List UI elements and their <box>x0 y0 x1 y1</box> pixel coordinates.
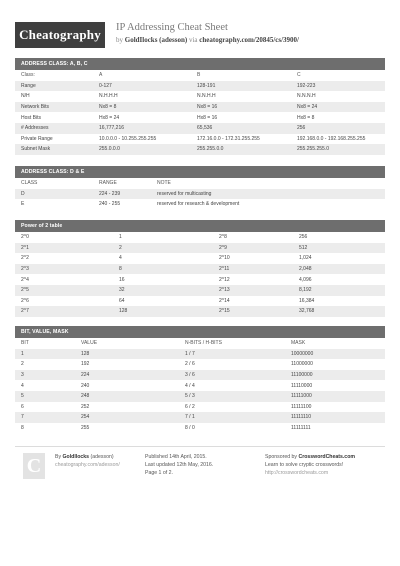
table-row <box>15 423 385 434</box>
table-cell: Nx8 = 8 <box>93 102 191 113</box>
page-header <box>0 0 400 52</box>
column-header: Class: <box>21 72 35 79</box>
table-cell: 5 <box>15 391 75 402</box>
table-cell: Hx8 = 8 <box>297 114 315 121</box>
table-cell: 512 <box>293 243 385 254</box>
table-cell: 4 <box>119 255 122 262</box>
table-cell: 2 / 6 <box>185 361 195 368</box>
data-table <box>15 232 385 317</box>
published-date: Published 14th April, 2015. <box>145 454 207 460</box>
table-cell: 255.255.255.0 <box>291 144 385 155</box>
column-header: A <box>99 72 103 79</box>
table-cell: 2^9 <box>213 243 293 254</box>
table-row <box>15 112 385 123</box>
table-cell: 224 - 239 <box>93 189 151 200</box>
table-cell: Hx8 = 24 <box>99 114 120 121</box>
table-header-row <box>15 70 385 81</box>
table-cell: 2^5 <box>15 285 113 296</box>
footer-author <box>55 453 120 469</box>
table-cell: 32 <box>113 285 213 296</box>
section-address-class-abc <box>15 58 385 155</box>
table-cell: 252 <box>81 403 90 410</box>
table-cell: E <box>21 201 25 208</box>
table-cell: 11111000 <box>285 391 385 402</box>
table-cell: 240 <box>81 382 90 389</box>
table-cell: 8 <box>113 264 213 275</box>
table-cell: 255 <box>81 425 90 432</box>
data-table <box>15 70 385 155</box>
table-cell: 11100000 <box>285 370 385 381</box>
sponsor-url[interactable]: http://crosswordcheats.com <box>265 470 329 476</box>
table-cell: 11000000 <box>291 361 313 368</box>
table-row <box>15 199 385 210</box>
table-cell: 8,192 <box>293 285 385 296</box>
table-cell: reserved for multicasting <box>151 189 385 200</box>
table-row <box>15 264 385 275</box>
footer-author-link[interactable]: GoldIlocks <box>62 454 90 460</box>
table-cell: 2^13 <box>213 285 293 296</box>
table-cell: 256 <box>299 234 308 241</box>
table-cell: 16 <box>119 276 125 283</box>
table-cell: 172.16.0.0 - 172.31.255.255 <box>197 135 260 142</box>
table-cell: 2^3 <box>15 264 113 275</box>
table-row <box>15 380 385 391</box>
column-header: NOTE <box>157 180 171 187</box>
table-cell: 11111110 <box>285 412 385 423</box>
section-title: ADDRESS CLASS: A, B, C <box>15 58 385 70</box>
table-cell: Host Bits <box>21 114 42 121</box>
table-cell: 2 <box>113 243 213 254</box>
table-cell: 0-127 <box>93 81 191 92</box>
table-cell: 3 / 6 <box>179 370 285 381</box>
table-cell: N/H <box>21 93 30 100</box>
table-row <box>15 232 385 243</box>
data-table <box>15 178 385 210</box>
table-row <box>15 402 385 413</box>
table-cell: 6 <box>21 403 24 410</box>
table-cell: 2^7 <box>15 306 113 317</box>
author-link[interactable]: GoldIlocks (adesson) <box>124 36 188 44</box>
table-cell: 2^1 <box>15 243 113 254</box>
table-cell: 7 / 1 <box>179 412 285 423</box>
table-cell: 2^11 <box>213 264 293 275</box>
byline <box>116 36 299 44</box>
table-cell: 2^12 <box>219 276 230 283</box>
byline-via: via <box>188 36 198 44</box>
table-row <box>15 412 385 423</box>
table-cell: 2 <box>21 361 24 368</box>
table-cell: Private Range <box>21 135 53 142</box>
table-cell: 11111111 <box>291 425 311 432</box>
table-cell: 65,536 <box>191 123 291 134</box>
section-title: BIT, VALUE, MASK <box>15 326 385 338</box>
table-cell: 2^15 <box>213 306 293 317</box>
footer-by: By <box>55 454 62 460</box>
table-cell: 2^8 <box>219 234 227 241</box>
table-row <box>15 144 385 155</box>
table-cell: 16,384 <box>299 297 315 304</box>
table-cell: # Addresses <box>15 123 93 134</box>
table-cell: 2^6 <box>21 297 29 304</box>
table-row <box>15 306 385 317</box>
table-cell: 255.255.0.0 <box>191 144 291 155</box>
table-cell: 2^14 <box>219 297 230 304</box>
sponsor-link[interactable]: CrosswordCheats.com <box>298 454 355 460</box>
table-cell: 248 <box>75 391 179 402</box>
data-table <box>15 338 385 433</box>
footer-author-handle: (adesson) <box>90 454 114 460</box>
column-header: BIT <box>21 340 29 347</box>
table-cell: 1 / 7 <box>179 349 285 360</box>
table-cell: 4 / 4 <box>185 382 195 389</box>
table-cell: reserved for research & development <box>157 201 240 208</box>
table-cell: 2^4 <box>21 276 29 283</box>
table-cell: 128-191 <box>191 81 291 92</box>
table-cell: Nx8 = 24 <box>291 102 385 113</box>
table-header-row <box>15 178 385 189</box>
page-footer <box>15 446 385 483</box>
column-header: RANGE <box>99 180 117 187</box>
table-row <box>15 243 385 254</box>
column-header: C <box>297 72 301 79</box>
table-cell: N.N.H.H <box>197 93 216 100</box>
column-header: MASK <box>291 340 306 347</box>
section-address-class-de <box>15 166 385 210</box>
table-row <box>15 189 385 200</box>
table-cell: 16,777,216 <box>93 123 191 134</box>
table-cell: 11111100 <box>291 403 312 410</box>
table-cell: 254 <box>75 412 179 423</box>
table-row <box>15 253 385 264</box>
table-cell: 1 <box>15 349 75 360</box>
table-cell: 6 / 2 <box>185 403 195 410</box>
table-cell: 256 <box>291 123 385 134</box>
table-cell: 7 <box>15 412 75 423</box>
table-cell: 2,048 <box>293 264 385 275</box>
table-row <box>15 274 385 285</box>
table-cell: N.H.H.H <box>99 93 118 100</box>
table-cell: 192.168.0.0 - 192.168.255.255 <box>297 135 366 142</box>
table-cell: 10000000 <box>285 349 385 360</box>
table-cell: 2^0 <box>21 234 29 241</box>
table-cell: 1 <box>119 234 122 241</box>
table-cell: 11110000 <box>291 382 313 389</box>
table-row <box>15 370 385 381</box>
table-row <box>15 296 385 307</box>
table-cell: Nx8 = 16 <box>191 102 291 113</box>
footer-author-url[interactable]: cheatography.com/adesson/ <box>55 462 120 468</box>
table-row <box>15 391 385 402</box>
sponsor-tagline: Learn to solve cryptic crosswords! <box>265 462 344 468</box>
cheatography-logo[interactable]: Cheatography <box>15 22 105 48</box>
section-bit-value-mask <box>15 326 385 433</box>
table-cell: 8 / 0 <box>185 425 195 432</box>
table-cell: 192 <box>81 361 90 368</box>
updated-date: Last updated 12th May, 2016. <box>145 462 214 468</box>
footer-logo: C <box>23 453 45 479</box>
table-cell: Subnet Mask <box>15 144 93 155</box>
page-number: Page 1 of 2. <box>145 470 173 476</box>
section-title: Power of 2 table <box>15 220 385 232</box>
table-cell: 2^10 <box>219 255 230 262</box>
table-cell: 192-223 <box>291 81 385 92</box>
table-cell: 128 <box>113 306 213 317</box>
table-cell: 3 <box>15 370 75 381</box>
table-row <box>15 359 385 370</box>
table-cell: D <box>15 189 93 200</box>
table-cell: Hx8 = 16 <box>197 114 218 121</box>
section-title: ADDRESS CLASS: D & E <box>15 166 385 178</box>
table-row <box>15 102 385 113</box>
column-header: VALUE <box>81 340 98 347</box>
table-cell: 32,768 <box>293 306 385 317</box>
table-row <box>15 134 385 145</box>
sheet-url-link[interactable]: cheatography.com/20845/cs/3900/ <box>199 36 299 44</box>
table-cell: 224 <box>75 370 179 381</box>
table-cell: 255.0.0.0 <box>93 144 191 155</box>
table-cell: 8 <box>21 425 24 432</box>
table-row <box>15 91 385 102</box>
table-row <box>15 123 385 134</box>
table-cell: 4,096 <box>299 276 312 283</box>
table-cell: 128 <box>75 349 179 360</box>
table-row <box>15 349 385 360</box>
table-cell: 64 <box>119 297 125 304</box>
footer-dates <box>145 453 213 477</box>
table-header-row <box>15 338 385 349</box>
table-row <box>15 285 385 296</box>
table-cell: N.N.N.H <box>297 93 316 100</box>
table-cell: 240 - 255 <box>99 201 121 208</box>
table-row <box>15 81 385 92</box>
table-cell: Range <box>15 81 93 92</box>
column-header: B <box>197 72 201 79</box>
byline-prefix: by <box>116 36 123 44</box>
table-cell: 5 / 3 <box>179 391 285 402</box>
table-cell: Network Bits <box>15 102 93 113</box>
page-title: IP Addressing Cheat Sheet <box>116 22 228 33</box>
column-header: N-BITS / H-BITS <box>185 340 222 347</box>
column-header: CLASS <box>21 180 38 187</box>
table-cell: 2^2 <box>21 255 29 262</box>
section-power-of-2 <box>15 220 385 317</box>
sponsor-prefix: Sponsored by <box>265 454 298 460</box>
table-cell: 1,024 <box>299 255 312 262</box>
table-cell: 4 <box>21 382 24 389</box>
footer-sponsor <box>265 453 355 477</box>
table-cell: 10.0.0.0 - 10.255.255.255 <box>99 135 157 142</box>
